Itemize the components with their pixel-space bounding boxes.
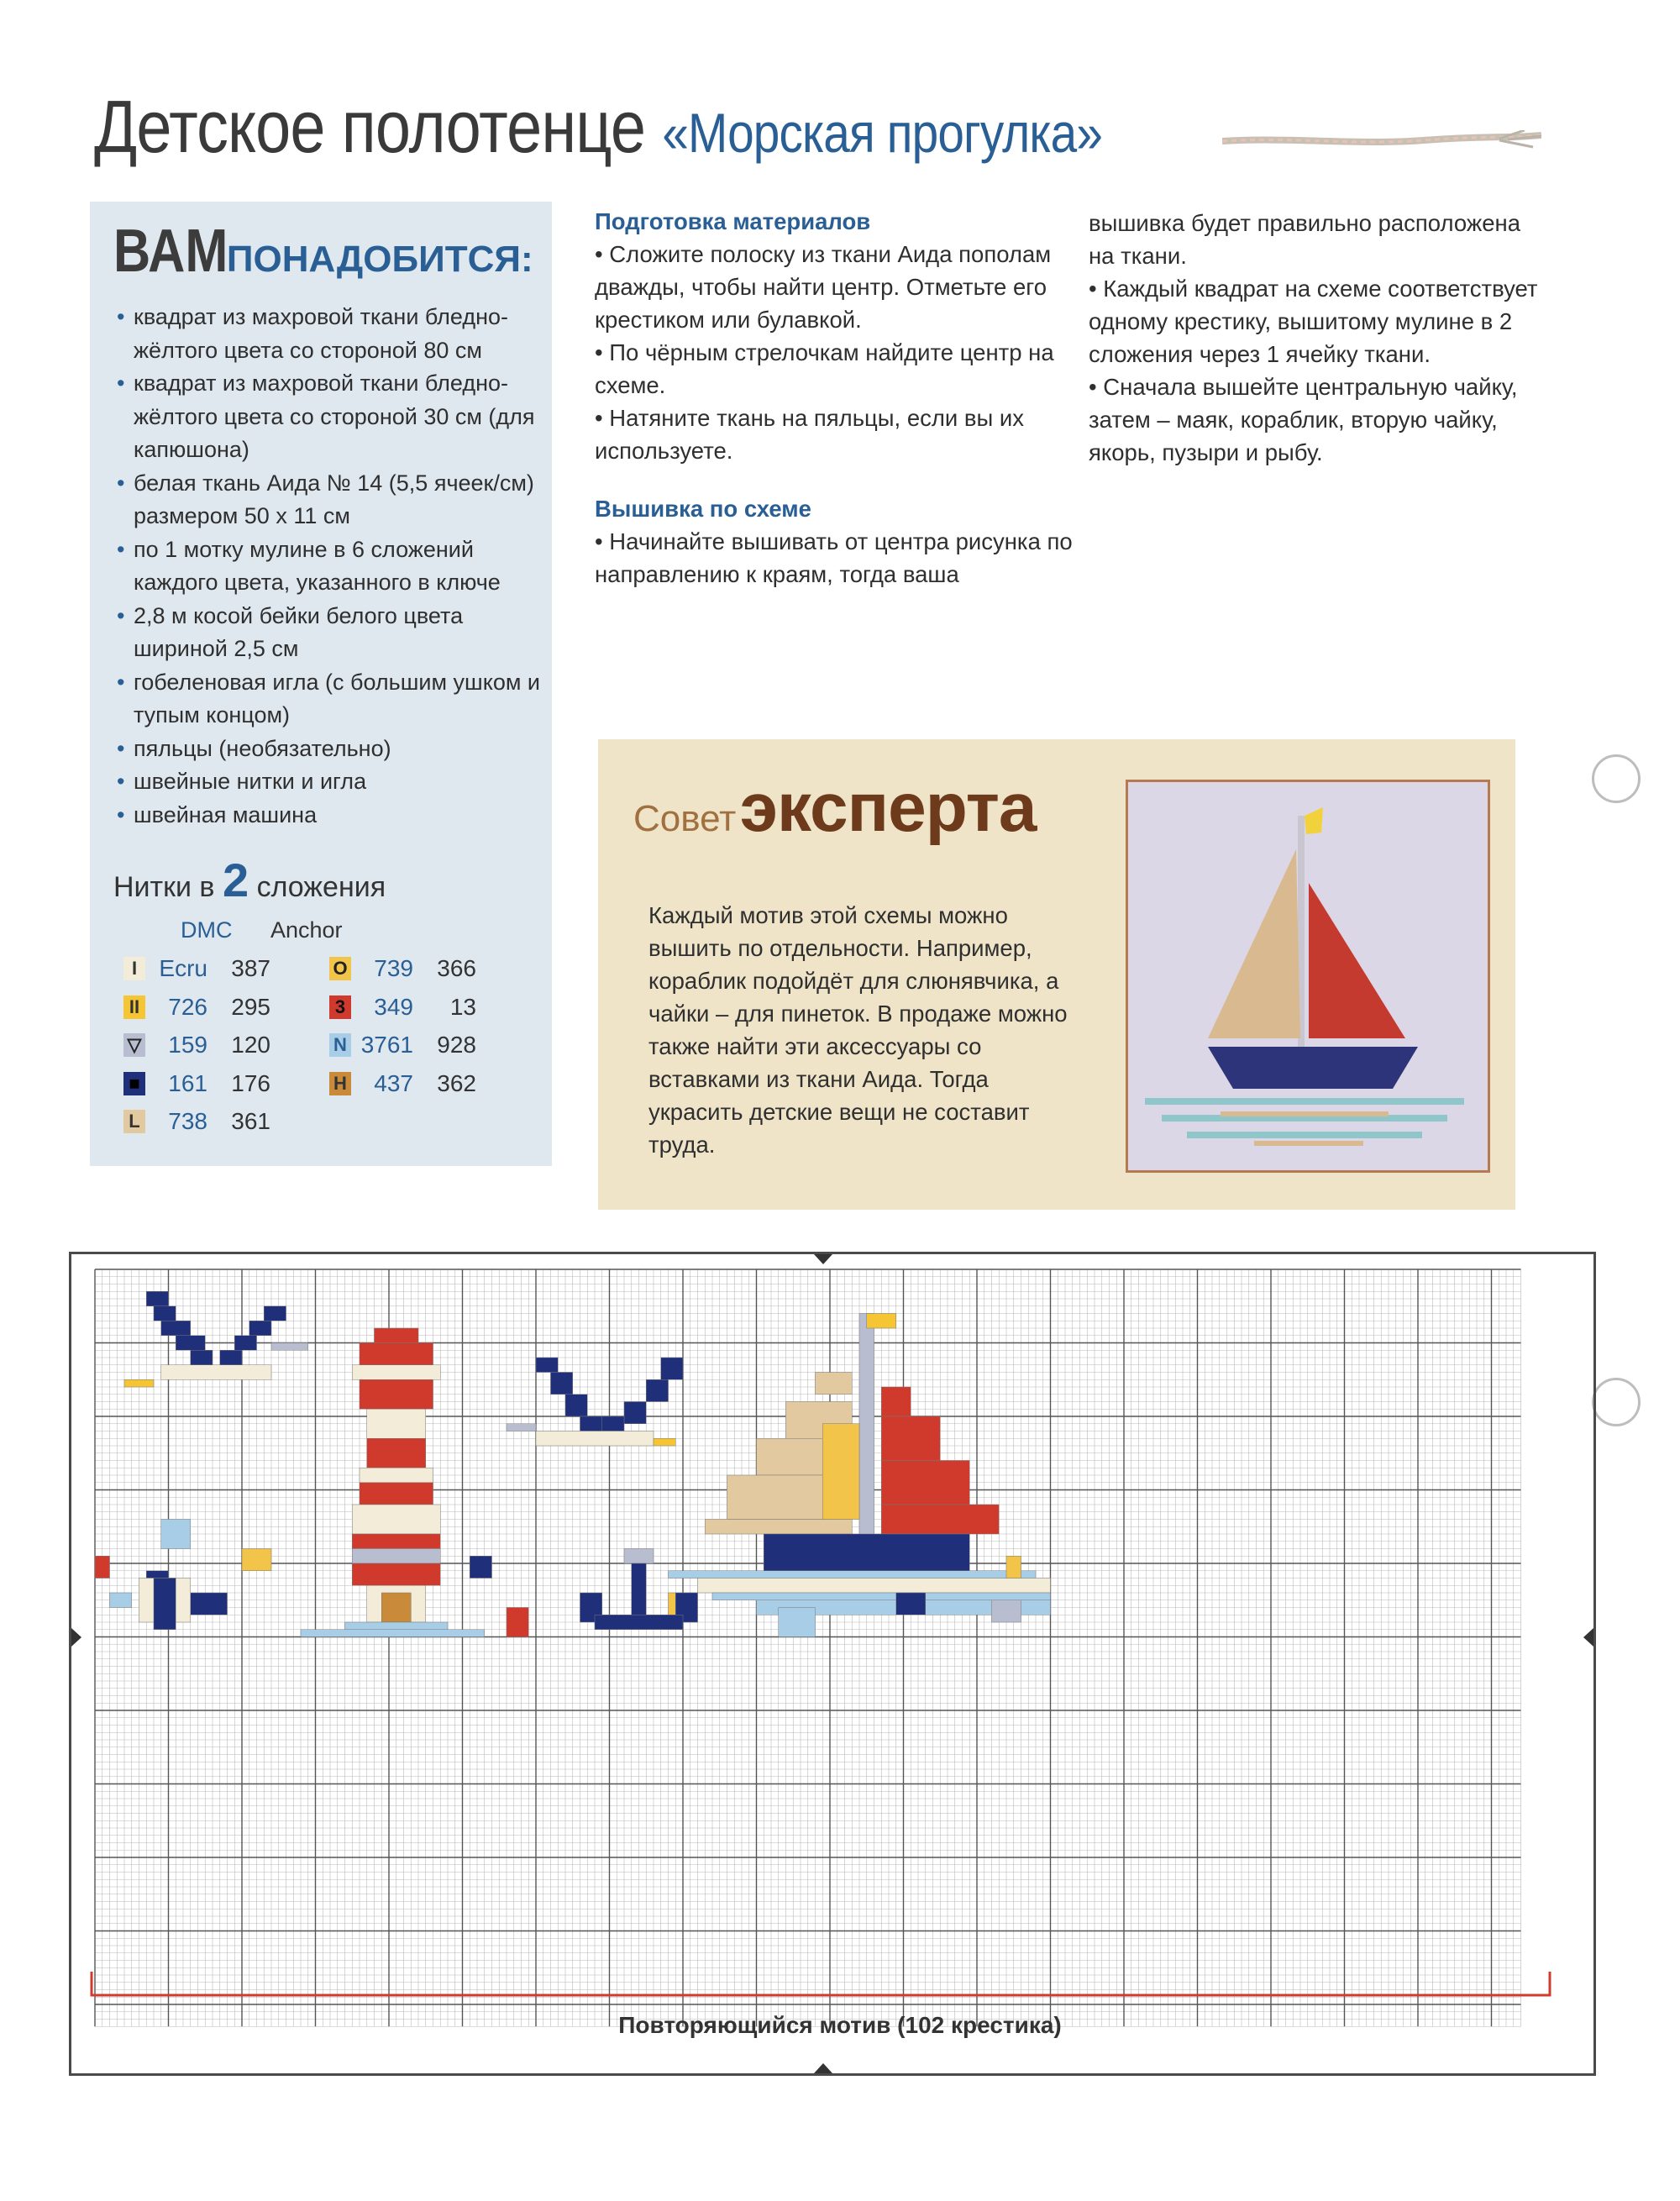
chart-grid: [71, 1254, 1593, 2073]
stitch-block: [536, 1358, 558, 1373]
stitch-block: [470, 1556, 491, 1578]
stitch-block: [654, 1438, 675, 1446]
center-arrow-bottom: [814, 2063, 832, 2073]
thread-key-row: [123, 1030, 325, 1064]
stitch-block: [1006, 1556, 1021, 1578]
anchor-number: 928: [437, 1032, 476, 1058]
list-item: • швейные нитки и игла: [115, 765, 543, 799]
list-item: • квадрат из махровой ткани бледно-жёлтого цвета со стороной 30 см (для капюшона): [115, 367, 543, 467]
stitch-block: [146, 1571, 168, 1579]
stitch-block: [161, 1321, 191, 1336]
center-arrow-left: [71, 1628, 81, 1647]
list-item: • квадрат из махровой ткани бледно-жёлтого цвета со стороной 80 см: [115, 301, 543, 367]
stitch-block: [669, 1571, 1037, 1579]
thread-key-row: [329, 953, 531, 987]
stitch-block: [624, 1402, 646, 1424]
anchor-number: 366: [437, 955, 476, 981]
sailboat-embroidery-photo: [1126, 780, 1490, 1173]
anchor-number: 295: [231, 993, 270, 1020]
stitch-block: [345, 1622, 449, 1630]
embroidery-step-1: • Начинайте вышивать от центра рисунка по направлению к краям, тогда ваша: [595, 528, 1073, 587]
instructions-column-1: [595, 205, 1074, 591]
stitch-block: [602, 1416, 624, 1431]
stitch-block: [698, 1579, 1051, 1594]
stitch-block: [507, 1608, 528, 1637]
instructions-column-2: [1089, 207, 1542, 469]
binder-hole-top: [1592, 754, 1641, 803]
thread-key-row: [329, 992, 531, 1026]
stitch-block: [352, 1534, 440, 1549]
list-item: • гобеленовая игла (с большим ушком и тупым концом): [115, 666, 543, 733]
stitch-block: [360, 1343, 433, 1365]
thread-key-row: [329, 1030, 531, 1064]
stitch-block: [881, 1387, 911, 1416]
thread-key-row: [123, 992, 325, 1026]
stitch-block: [110, 1593, 132, 1608]
expert-text: Каждый мотив этой схемы можно вышить по отдельности. Например, кораблик подойдёт для слюнявчика, а чайки – для пинеток. В продаже можно также найти эти аксессуары со вставками из ткани Аида. Тогда украсить детские вещи не составит труда.: [648, 902, 1068, 1158]
prep-heading: Подготовка материалов: [595, 208, 871, 234]
thread-symbol: ■: [123, 1072, 145, 1095]
cross-stitch-chart: [69, 1252, 1596, 2076]
stitch-block: [367, 1438, 426, 1468]
stitch-block: [220, 1350, 242, 1365]
repeat-bracket: [90, 1970, 1551, 2004]
embroidery-continued: вышивка будет правильно расположена на ткани.: [1089, 210, 1521, 269]
thread-symbol: II: [123, 995, 145, 1019]
materials-panel: [90, 202, 552, 1166]
thread-key-row: [123, 1069, 325, 1102]
expert-advice-box: [598, 739, 1515, 1210]
title-sub: «Морская прогулка»: [662, 102, 1103, 164]
stitch-block: [580, 1416, 602, 1431]
stitch-block: [595, 1615, 683, 1630]
hull-shape: [1208, 1047, 1418, 1089]
stitch-block: [536, 1431, 654, 1447]
needs-heading: [113, 217, 533, 286]
prep-step-1: • Сложите полоску из ткани Аида пополам дважды, чтобы найти центр. Отметьте его крестиком или булавкой.: [595, 241, 1052, 333]
stitch-block: [375, 1328, 419, 1343]
threads-title-prefix: Нитки в: [113, 871, 215, 903]
stitch-block: [301, 1630, 485, 1637]
thread-key-row: [329, 1069, 531, 1102]
dmc-number: 349: [374, 993, 413, 1020]
dmc-number: 726: [168, 993, 207, 1020]
expert-title-small: Совет: [633, 798, 737, 839]
stitch-block: [95, 1556, 110, 1578]
needs-title-big: ВАМ: [113, 218, 228, 285]
stitch-block: [867, 1314, 896, 1329]
embroidery-heading: Вышивка по схеме: [595, 496, 811, 522]
stitch-block: [661, 1358, 683, 1379]
stitch-block: [234, 1336, 256, 1351]
stitch-block: [646, 1379, 668, 1401]
stitch-block: [352, 1563, 440, 1585]
chart-caption: Повторяющийся мотив (102 крестика): [618, 2012, 1062, 2038]
stitch-block: [146, 1291, 168, 1306]
thread-symbol: I: [123, 957, 145, 980]
stitch-block: [712, 1593, 1051, 1600]
sailboat-photo-image: [1128, 782, 1488, 1170]
list-item: • белая ткань Аида № 14 (5,5 ячеек/см) размером 50 х 11 см: [115, 467, 543, 533]
expert-title-big: эксперта: [739, 770, 1037, 846]
stitch-block: [154, 1306, 176, 1321]
stitch-block: [859, 1314, 874, 1542]
dmc-number: Ecru: [159, 955, 207, 981]
thread-key-row: [123, 953, 325, 987]
stitch-block: [381, 1593, 411, 1622]
list-item: • пяльцы (необязательно): [115, 733, 543, 766]
thread-illustration: [1222, 130, 1541, 152]
stitch-block: [249, 1321, 271, 1336]
embroidery-step-2: • Каждый квадрат на схеме соответствует одному крестику, вышитому мулине в 2 сложения через 1 ячейку ткани.: [1089, 276, 1538, 367]
stitch-block: [881, 1505, 999, 1534]
stitch-block: [881, 1416, 940, 1461]
prep-step-2: • По чёрным стрелочкам найдите центр на схеме.: [595, 339, 1054, 398]
stitch-block: [191, 1350, 213, 1365]
dmc-number: 161: [168, 1069, 207, 1096]
list-item: • 2,8 м косой бейки белого цвета шириной 2,5 см: [115, 600, 543, 666]
threads-title-num: 2: [222, 854, 249, 906]
thread-symbol: O: [329, 957, 351, 980]
stitch-block: [154, 1579, 176, 1630]
stitch-block: [367, 1409, 426, 1438]
page-title: [94, 84, 1102, 170]
dmc-number: 159: [168, 1032, 207, 1058]
stitch-block: [779, 1608, 816, 1637]
list-item: • швейная машина: [115, 799, 543, 833]
anchor-number: 120: [231, 1032, 270, 1058]
thread-symbol: H: [329, 1072, 351, 1095]
thread-symbol: 3: [329, 995, 351, 1019]
anchor-number: 13: [449, 993, 476, 1020]
stitch-block: [352, 1549, 440, 1564]
stitch-block: [191, 1593, 228, 1615]
center-arrow-right: [1583, 1628, 1593, 1647]
dmc-number: 3761: [360, 1032, 413, 1058]
stitch-block: [360, 1468, 433, 1483]
dmc-number: 738: [168, 1108, 207, 1134]
stitch-block: [816, 1373, 853, 1395]
stitch-block: [624, 1549, 654, 1564]
expert-heading: [633, 769, 1037, 848]
center-arrow-top: [814, 1254, 832, 1264]
anchor-number: 362: [437, 1069, 476, 1096]
title-main: Детское полотенце: [94, 85, 646, 168]
stitch-block: [507, 1424, 536, 1431]
stitch-block: [352, 1365, 440, 1380]
stitch-block: [881, 1461, 969, 1505]
stitch-block: [360, 1483, 433, 1505]
list-item: • по 1 мотку мулине в 6 сложений каждого цвета, указанного в ключе: [115, 533, 543, 600]
stitch-block: [822, 1424, 859, 1520]
dmc-number: 739: [374, 955, 413, 981]
stitch-block: [124, 1379, 154, 1387]
anchor-number: 387: [231, 955, 270, 981]
embroidery-step-3: • Сначала вышейте центральную чайку, затем – маяк, кораблик, вторую чайку, якорь, пузыри и рыбу.: [1089, 374, 1518, 465]
stitch-block: [271, 1343, 308, 1351]
stitch-block: [896, 1593, 926, 1615]
stitch-block: [551, 1373, 573, 1395]
stitch-block: [176, 1336, 205, 1351]
anchor-number: 176: [231, 1069, 270, 1096]
needs-title-small: ПОНАДОБИТСЯ:: [226, 239, 533, 280]
stitch-block: [161, 1520, 191, 1549]
binder-hole-bottom: [1592, 1378, 1641, 1426]
stitch-block: [242, 1549, 271, 1571]
stitch-block: [264, 1306, 286, 1321]
dmc-column-header: DMC: [181, 917, 233, 943]
dmc-number: 437: [374, 1069, 413, 1096]
threads-title-suffix: сложения: [256, 871, 386, 903]
threads-heading: [113, 853, 386, 907]
thread-symbol: L: [123, 1110, 145, 1133]
stitch-block: [360, 1379, 433, 1409]
stitch-block: [161, 1365, 271, 1380]
materials-list: [115, 301, 543, 832]
anchor-number: 361: [231, 1108, 270, 1134]
prep-step-3: • Натяните ткань на пяльцы, если вы их используете.: [595, 405, 1025, 464]
thread-symbol: ▽: [123, 1033, 145, 1057]
stitch-block: [565, 1395, 587, 1416]
anchor-column-header: Anchor: [270, 917, 343, 943]
stitch-block: [352, 1505, 440, 1534]
stitch-block: [764, 1534, 969, 1571]
thread-key-row: [123, 1106, 325, 1140]
stitch-block: [992, 1600, 1021, 1622]
thread-symbol: N: [329, 1033, 351, 1057]
stitch-block: [705, 1520, 852, 1535]
